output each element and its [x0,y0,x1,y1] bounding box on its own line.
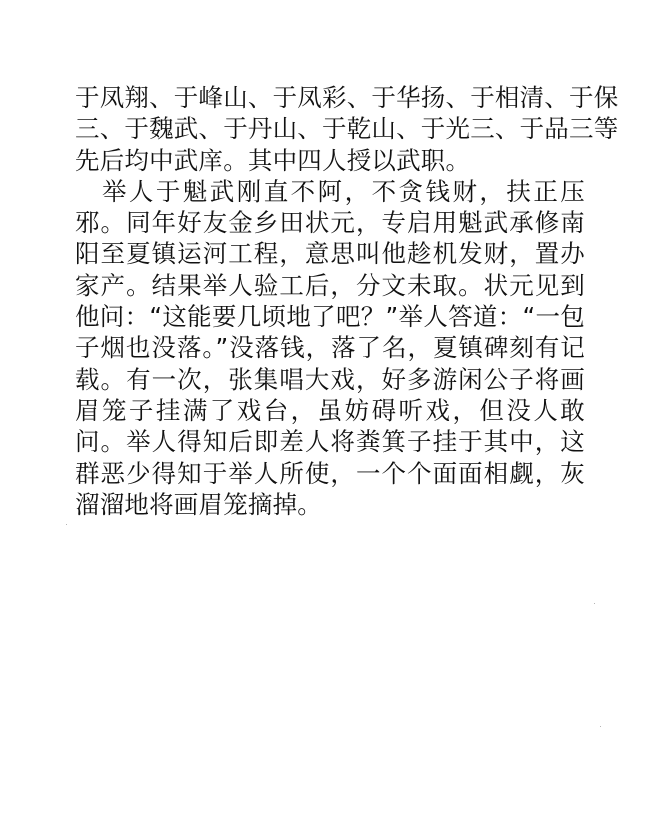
text-line: 溜溜地将画眉笼摘掉。 [75,489,322,519]
scan-speck [600,726,601,727]
text-line: 三、于魏武、于丹山、于乾山、于光三、于品三等 [75,114,619,144]
text-line: 问。举人得知后即差人将粪箕子挂于其中，这 [75,427,585,457]
text-line: 邪。同年好友金乡田状元，专启用魁武承修南 [75,208,585,238]
body-text [75,82,619,520]
text-line: 眉笼子挂满了戏台，虽妨碍听戏，但没人敢 [75,395,585,425]
text-line: 载。有一次，张集唱大戏，好多游闲公子将画 [75,364,585,394]
scan-speck [66,524,67,525]
text-line: 群恶少得知于举人所使，一个个面面相觑，灰 [75,458,585,488]
text-line: 举人于魁武刚直不阿，不贪钱财，扶正压 [75,176,585,206]
text-line: 子烟也没落。”没落钱，落了名，夏镇碑刻有记 [75,333,585,363]
text-line: 家产。结果举人验工后，分文未取。状元见到 [75,270,585,300]
text-line: 阳至夏镇运河工程，意思叫他趁机发财，置办 [75,239,585,269]
text-line: 于凤翔、于峰山、于凤彩、于华扬、于相清、于保 [75,83,619,112]
text-line: 他问：“这能要几顷地了吧？”举人答道：“一包 [75,302,585,332]
text-line: 先后均中武庠。其中四人授以武职。 [75,145,471,175]
scan-speck [594,603,595,604]
